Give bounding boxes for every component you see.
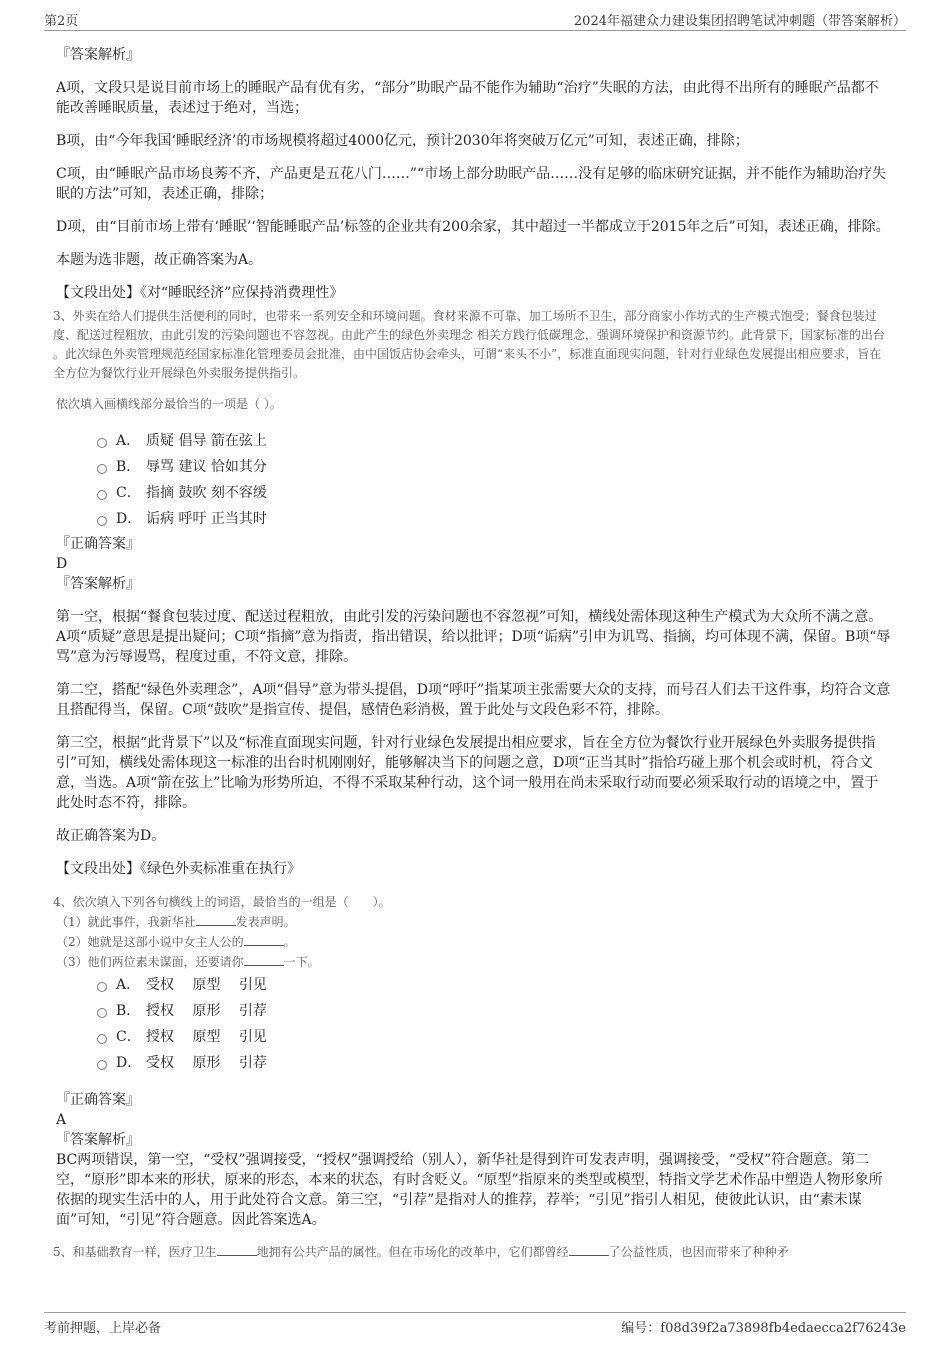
main-content (53, 46, 892, 1262)
q3-analysis-paragraph: 第一空，根据“餐食包装过度、配送过程粗放，由此引发的污染问题也不容忽视”可知，横线处需体现这种生产模式为大众所不满之意。A项“质疑”意思是提出疑问；C项“指摘”意为指责，指出错误，给以批评；D项“诟病”引申为讥骂、指摘，均可体现不满，保留。B项“辱骂”意为污辱谩骂，程度过重，不符文意，排除。 (56, 609, 891, 665)
q4-option-a[interactable]: A． 受权 原型 引见 (97, 972, 892, 998)
radio-icon[interactable] (97, 1008, 107, 1018)
q4-option-d[interactable]: D． 受权 原形 引荐 (97, 1050, 892, 1076)
q2-analysis-paragraph: B项，由“今年我国‘睡眠经济’的市场规模将超过4000亿元，预计2030年将突破万亿元”可知，表述正确，排除； (56, 133, 749, 149)
q4-analysis-label: 『答案解析』 (56, 1132, 140, 1148)
q4-analysis: BC两项错误，第一空，“受权”强调接受，“授权”强调授给（别人），新华社是得到许可发表声明，强调接受，“受权”符合题意。第二空，“原形”即本来的形状，原来的形态，本来的状态，有时含贬义。“原型”指原来的类型或模型，特指文学艺术作品中塑造人物形象所依据的现实生活中的人，用于此处符合文意。第三空，“引荐”是指对人的推荐，荐举；“引见”指引人相见，使彼此认识，由“素未谋面”可知，“引见”符合题意。因此答案选A。 (56, 1152, 883, 1228)
q3-answer: D (56, 556, 68, 572)
footer-slogan: 考前押题，上岸必备 (44, 1321, 162, 1336)
q3-source: 【文段出处】《绿色外卖标准重在执行》 (56, 861, 301, 877)
q4-answer-label: 『正确答案』 (56, 1092, 140, 1108)
radio-icon[interactable] (97, 464, 107, 474)
q4-option-c[interactable]: C． 授权 原型 引见 (97, 1024, 892, 1050)
q4-sentence: （1）就此事件，我新华社 发表声明。 (56, 915, 296, 929)
blank-line (217, 1243, 257, 1256)
q2-analysis-paragraph: 本题为选非题，故正确答案为A。 (56, 252, 263, 268)
q2-analysis-paragraph: D项，由“目前市场上带有‘睡眠’‘智能睡眠产品’标签的企业共有200余家，其中超过一半都成立于2015年之后”可知，表述正确，排除。 (56, 219, 890, 235)
blank-line (244, 953, 284, 966)
q3-analysis-label: 『答案解析』 (56, 576, 140, 592)
q2-source: 【文段出处】《对“睡眠经济”应保持消费理性》 (56, 285, 344, 301)
q4-options (56, 972, 892, 1076)
q2-analysis-paragraph: C项，由“睡眠产品市场良莠不齐，产品更是五花八门……”“市场上部分助眠产品……没有足够的临床研究证据，并不能作为辅助治疗失眠的方法”可知，表述正确，排除； (56, 166, 887, 202)
radio-icon[interactable] (97, 490, 107, 500)
q3-answer-label: 『正确答案』 (56, 536, 140, 552)
q4-option-b[interactable]: B． 授权 原形 引荐 (97, 998, 892, 1024)
document-id: 编号：f08d39f2a73898fb4edaecca2f76243e (621, 1321, 906, 1336)
q4-answer: A (56, 1112, 67, 1128)
blank-line (569, 1243, 609, 1256)
q4-sentence: （3）他们两位素未谋面，还要请你 一下。 (56, 955, 320, 969)
page-header (44, 8, 906, 31)
page-footer (44, 1312, 906, 1335)
blank-line (196, 913, 236, 926)
q2-analysis-paragraph: A项，文段只是说目前市场上的睡眠产品有优有劣，“部分”助眠产品不能作为辅助“治疗”失眠的方法，由此得不出所有的睡眠产品都不能改善睡眠质量，表述过于绝对，当选； (56, 80, 879, 116)
q4-stem: 4、依次填入下列各句横线上的词语，最恰当的一组是（ ）。 (53, 895, 391, 909)
radio-icon[interactable] (97, 982, 107, 992)
radio-icon[interactable] (97, 1034, 107, 1044)
q3-analysis (56, 607, 892, 846)
blank-line (244, 933, 284, 946)
q3-analysis-paragraph: 故正确答案为D。 (56, 828, 166, 844)
radio-icon[interactable] (97, 438, 107, 448)
q5-stem: 5、和基础教育一样，医疗卫生 地拥有公共产品的属性。但在市场化的改革中，它们都曾经 了公益性质，也因而带来了种种矛 (53, 1245, 789, 1259)
q2-analysis (56, 78, 892, 270)
q3-stem: 3、外卖在给人们提供生活便利的同时，也带来一系列安全和环境问题。食材来源不可靠、加工场所不卫生，部分商家小作坊式的生产模式饱受；餐食包装过度、配送过程粗放，由此引发的污染问题也不容忽视。由此产生的绿色外卖理念 相关方践行低碳理念，强调环境保护和资源节约。此背景下，国家标准的出台 。此次绿色外卖管理规范经国家标准化管理委员会批准，由中国饭店协会牵头，可谓“来头不小”，标准直面现实问题，针对行业绿色发展提出相应要求，旨在全方位为餐饮行业开展绿色外卖服务提供指引。 (53, 309, 885, 380)
page-number: 第2页 (44, 14, 79, 29)
q3-analysis-paragraph: 第三空，根据“此背景下”以及“标准直面现实问题，针对行业绿色发展提出相应要求，旨在全方位为餐饮行业开展绿色外卖服务提供指引”可知，横线处需体现这一标准的出台时机刚刚好，能够解决当下的问题之意，D项“正当其时”指恰巧碰上那个机会或时机，符合文意，当选。A项“箭在弦上”比喻为形势所迫，不得不采取某种行动，这个词一般用在尚未采取行动而要必须采取行动的语境之中，置于此处时态不符，排除。 (56, 735, 879, 811)
document-title: 2024年福建众力建设集团招聘笔试冲刺题（带答案解析） (573, 14, 906, 29)
q3-options (56, 428, 892, 532)
q3-option-a[interactable]: A． 质疑 倡导 箭在弦上 (97, 428, 892, 454)
q3-prompt: 依次填入画横线部分最恰当的一项是（ ）。 (56, 397, 282, 411)
radio-icon[interactable] (97, 1060, 107, 1070)
radio-icon[interactable] (97, 516, 107, 526)
q3-analysis-paragraph: 第二空，搭配“绿色外卖理念”，A项“倡导”意为带头提倡，D项“呼吁”指某项主张需要大众的支持，而号召人们去干这件事，均符合文意且搭配得当，保留。C项“鼓吹”是指宣传、提倡，感情色彩消极，置于此处与文段色彩不符，排除。 (56, 682, 891, 718)
q3-option-c[interactable]: C． 指摘 鼓吹 刻不容缓 (97, 480, 892, 506)
q2-analysis-label: 『答案解析』 (56, 47, 140, 63)
q4-sentence: （2）她就是这部小说中女主人公的 。 (56, 935, 296, 949)
q3-option-d[interactable]: D． 诟病 呼吁 正当其时 (97, 506, 892, 532)
q3-option-b[interactable]: B． 辱骂 建议 恰如其分 (97, 454, 892, 480)
